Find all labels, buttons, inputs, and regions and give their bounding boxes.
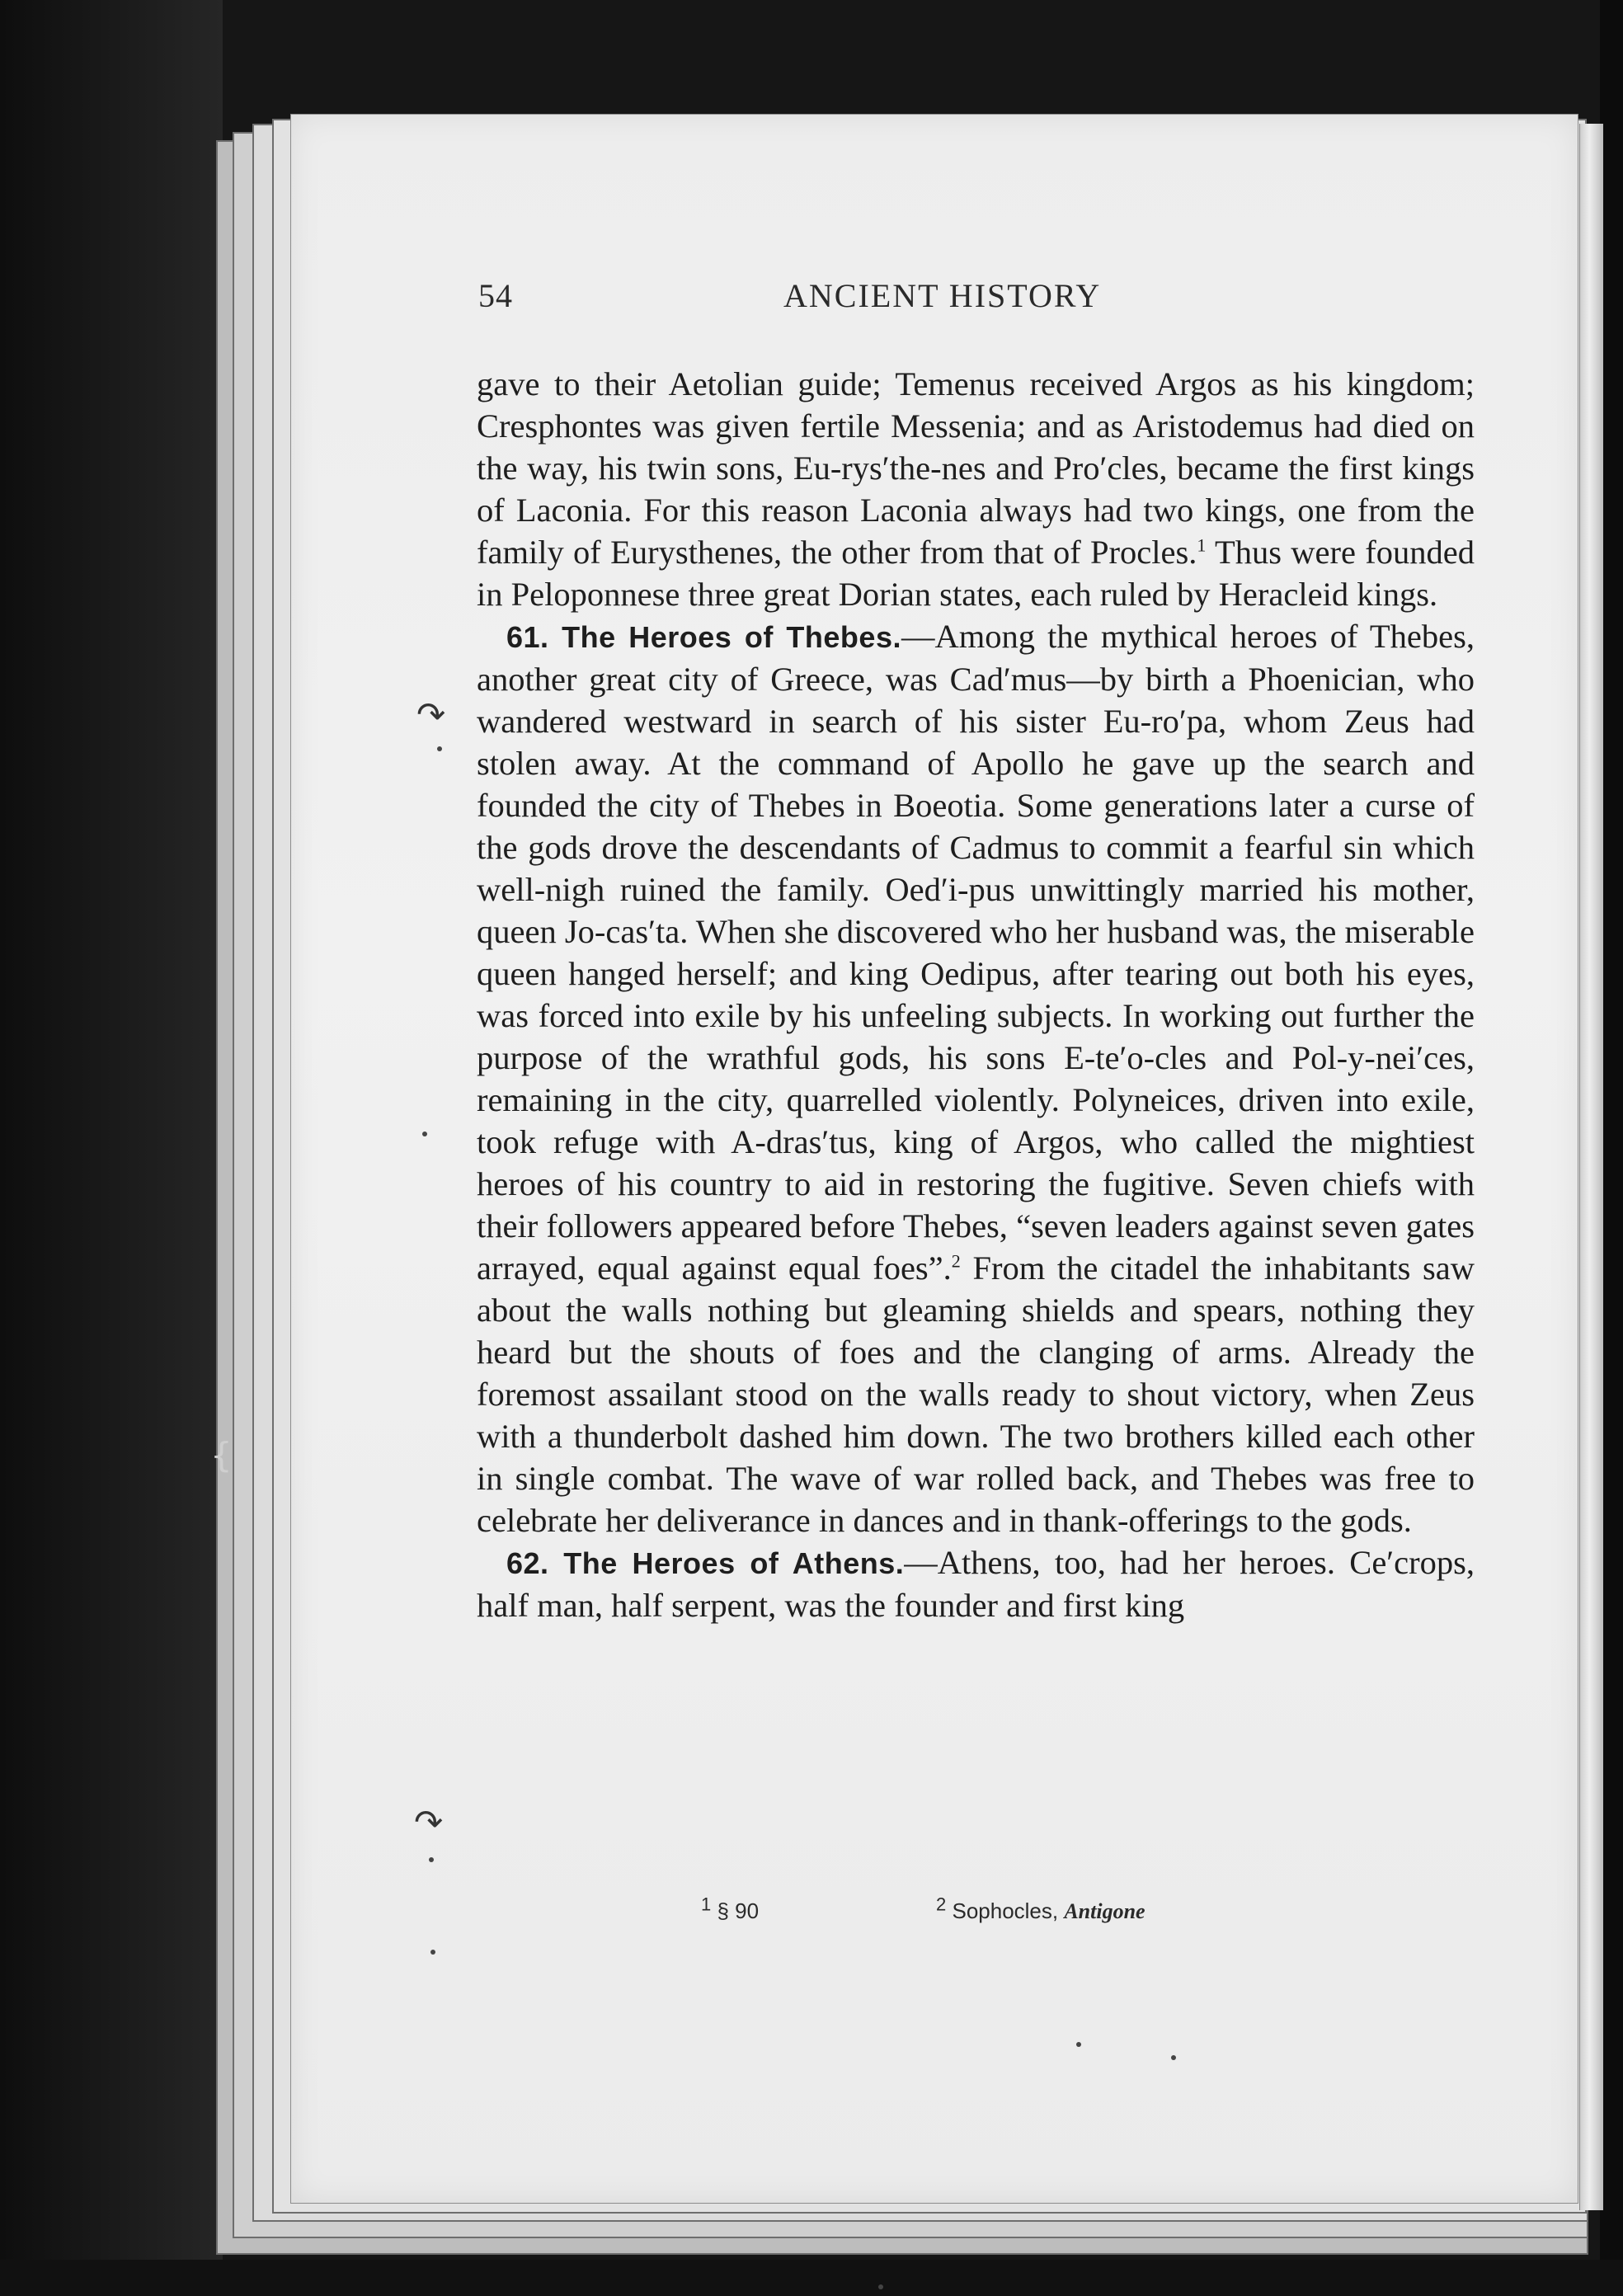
section-61 — [477, 615, 1475, 1541]
margin-mark-icon: ↷ — [414, 1802, 444, 1842]
footnote-title: Antigone — [1064, 1899, 1146, 1923]
footnote-ref: 2 — [951, 1250, 961, 1272]
film-background-right — [1600, 0, 1623, 2296]
dust-speck — [430, 1950, 435, 1955]
footnote-text: § 90 — [711, 1898, 760, 1923]
footnote-ref: 1 — [1197, 534, 1207, 556]
dust-speck — [878, 2284, 883, 2289]
film-background-bottom — [0, 2260, 1623, 2296]
page-header — [478, 276, 1468, 326]
paragraph-text: —Athens, too, had her heroes. Ce′crops, half man, half serpent, was the founder and first king — [477, 1544, 1475, 1624]
footnotes — [701, 1894, 1443, 1940]
margin-mark-icon: ↷ — [416, 694, 446, 735]
paragraph-continuation — [477, 363, 1475, 615]
bracket-mark-icon: { — [210, 1435, 233, 1475]
body-text — [477, 363, 1475, 1626]
paragraph-text: From the citadel the inhabitants saw about the walls nothing but gleaming shields and spears, nothing they heard but the shouts of foes and the clanging of arms. Already the foremost assailant stood on the walls ready to shout victory, when Zeus with a thunderbolt dashed him down. The two brothers killed each other in single combat. The wave of war rolled back, and Thebes was free to celebrate her deliverance in dances and in thank-offerings to the gods. — [477, 1249, 1475, 1539]
book-spine-right — [1579, 124, 1603, 2210]
footnote-text: Sophocles, — [946, 1898, 1065, 1923]
dust-speck — [437, 746, 442, 751]
dust-speck — [1171, 2055, 1176, 2060]
paragraph-text: Thus were founded in Peloponnese three great Dorian states, each ruled by Heracleid kings. — [477, 534, 1475, 613]
section-heading: 62. The Heroes of Athens. — [506, 1546, 905, 1580]
section-62 — [477, 1541, 1475, 1626]
dust-speck — [429, 1857, 434, 1862]
footnote-2 — [936, 1894, 1146, 1924]
dust-speck — [1076, 2042, 1081, 2047]
running-head: ANCIENT HISTORY — [783, 277, 1102, 314]
paragraph-text: —Among the mythical heroes of Thebes, another great city of Greece, was Cad′mus—by birth a Phoenician, who wandered westward in search of his sister Eu-ro′pa, whom Zeus had stolen away. At the command of Apollo he gave up the search and founded the city of Thebes in Boeotia. Some generations later a curse of the gods drove the descendants of Cadmus to commit a fearful sin which well-nigh ruined the family. Oed′i-pus unwittingly married his mother, queen Jo-cas′ta. When she discovered who her husband was, the miserable queen hanged herself; and king Oedipus, after tearing out both his eyes, was forced into exile by his unfeeling subjects. In working out further the purpose of the wrathful gods, his sons E-te′o-cles and Pol-y-nei′ces, remaining in the city, quarrelled violently. Polyneices, driven into exile, took refuge with A-dras′tus, king of Argos, who called the mightiest heroes of his country to aid in restoring the fugitive. Seven chiefs with their followers appeared before Thebes, “seven leaders against seven gates arrayed, equal against equal foes”. — [477, 618, 1475, 1287]
footnote-1 — [701, 1894, 760, 1924]
dust-speck — [422, 1132, 427, 1136]
footnote-mark: 1 — [701, 1894, 712, 1915]
film-background-left — [0, 0, 223, 2296]
page-number: 54 — [478, 277, 513, 314]
section-heading: 61. The Heroes of Thebes. — [506, 620, 901, 654]
paragraph-text: gave to their Aetolian guide; Temenus received Argos as his kingdom; Cresphontes was given fertile Messenia; and as Aristodemus had died on the way, his twin sons, Eu-rys′the-nes and Pro′cles, became the first kings of Laconia. For this reason Laconia always had two kings, one from the family of Eurysthenes, the other from that of Procles. — [477, 365, 1475, 571]
footnote-mark: 2 — [936, 1894, 947, 1915]
